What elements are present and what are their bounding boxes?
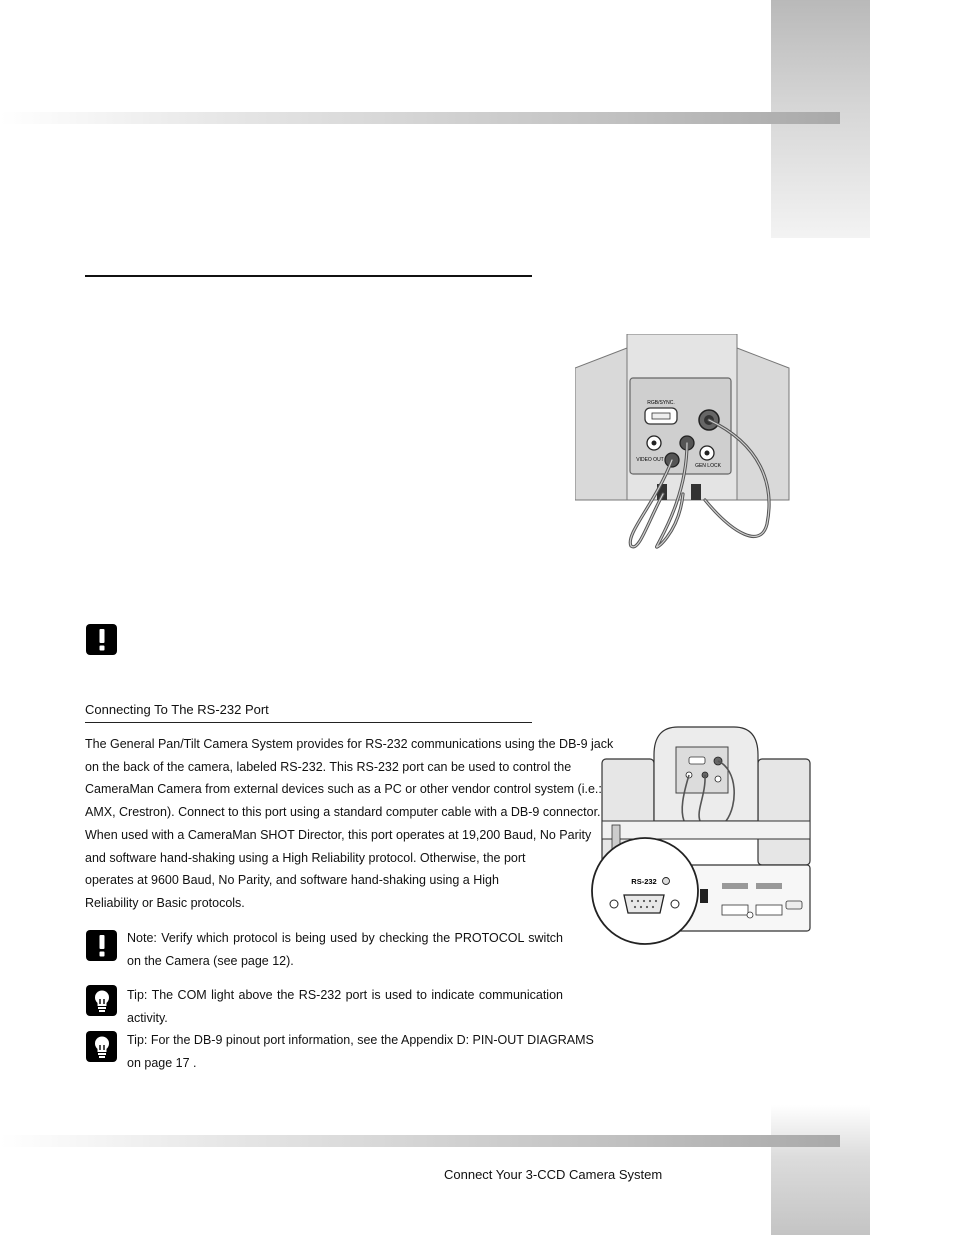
- video-out-label: VIDEO OUT: [636, 457, 664, 463]
- rgb-sync-label: RGB/SYNC.: [647, 400, 675, 406]
- body-line: operates at 9600 Baud, No Parity, and software hand-shaking using a High: [85, 873, 499, 888]
- section-divider-top: [85, 275, 532, 277]
- exclamation-icon: [86, 930, 117, 961]
- header-band: [0, 112, 840, 124]
- protocol-note: Note: Verify which protocol is being used by checking the PROTOCOL switch on the Camera (see page 12).: [127, 931, 563, 968]
- footer-band: [0, 1135, 840, 1147]
- body-line: CameraMan Camera from external devices such as a PC or other vendor control system (i.e.:: [85, 782, 602, 797]
- body-line: When used with a CameraMan SHOT Director, this port operates at 19,200 Baud, No Parity: [85, 827, 592, 842]
- lightbulb-icon: [86, 1031, 117, 1062]
- body-line: on the back of the camera, labeled RS-232. This RS-232 port can be used to control the: [85, 759, 572, 774]
- com-light-tip: Tip: The COM light above the RS-232 port is used to indicate communication activity.: [127, 988, 563, 1025]
- tip-line: on page 17 .: [127, 1055, 197, 1070]
- rs232-description: [85, 733, 614, 915]
- rs232-label: RS-232: [631, 877, 657, 886]
- lightbulb-icon: [86, 985, 117, 1016]
- footer-title: Connect Your 3-CCD Camera System: [444, 1167, 663, 1182]
- tip-line: Tip: For the DB-9 pinout port information, see the Appendix D: PIN-OUT DIAGRAMS: [127, 1033, 594, 1047]
- exclamation-icon: [86, 624, 117, 655]
- section-heading: Connecting To The RS-232 Port: [85, 702, 269, 717]
- camera-rear-connections-figure: [575, 334, 791, 552]
- heading-underline: [85, 722, 532, 723]
- body-line: The General Pan/Tilt Camera System provides for RS-232 communications using the DB-9 jack: [85, 737, 614, 751]
- body-line: and software hand-shaking using a High Reliability protocol. Otherwise, the port: [85, 850, 526, 865]
- side-tab-bottom: [771, 1105, 870, 1235]
- pinout-tip: [127, 1029, 594, 1074]
- rs232-port-figure: [588, 725, 814, 953]
- body-line: Reliability or Basic protocols.: [85, 895, 245, 910]
- gen-lock-label: GEN LOCK: [695, 463, 721, 469]
- body-line: AMX, Crestron). Connect to this port using a standard computer cable with a DB-9 connector.: [85, 805, 601, 820]
